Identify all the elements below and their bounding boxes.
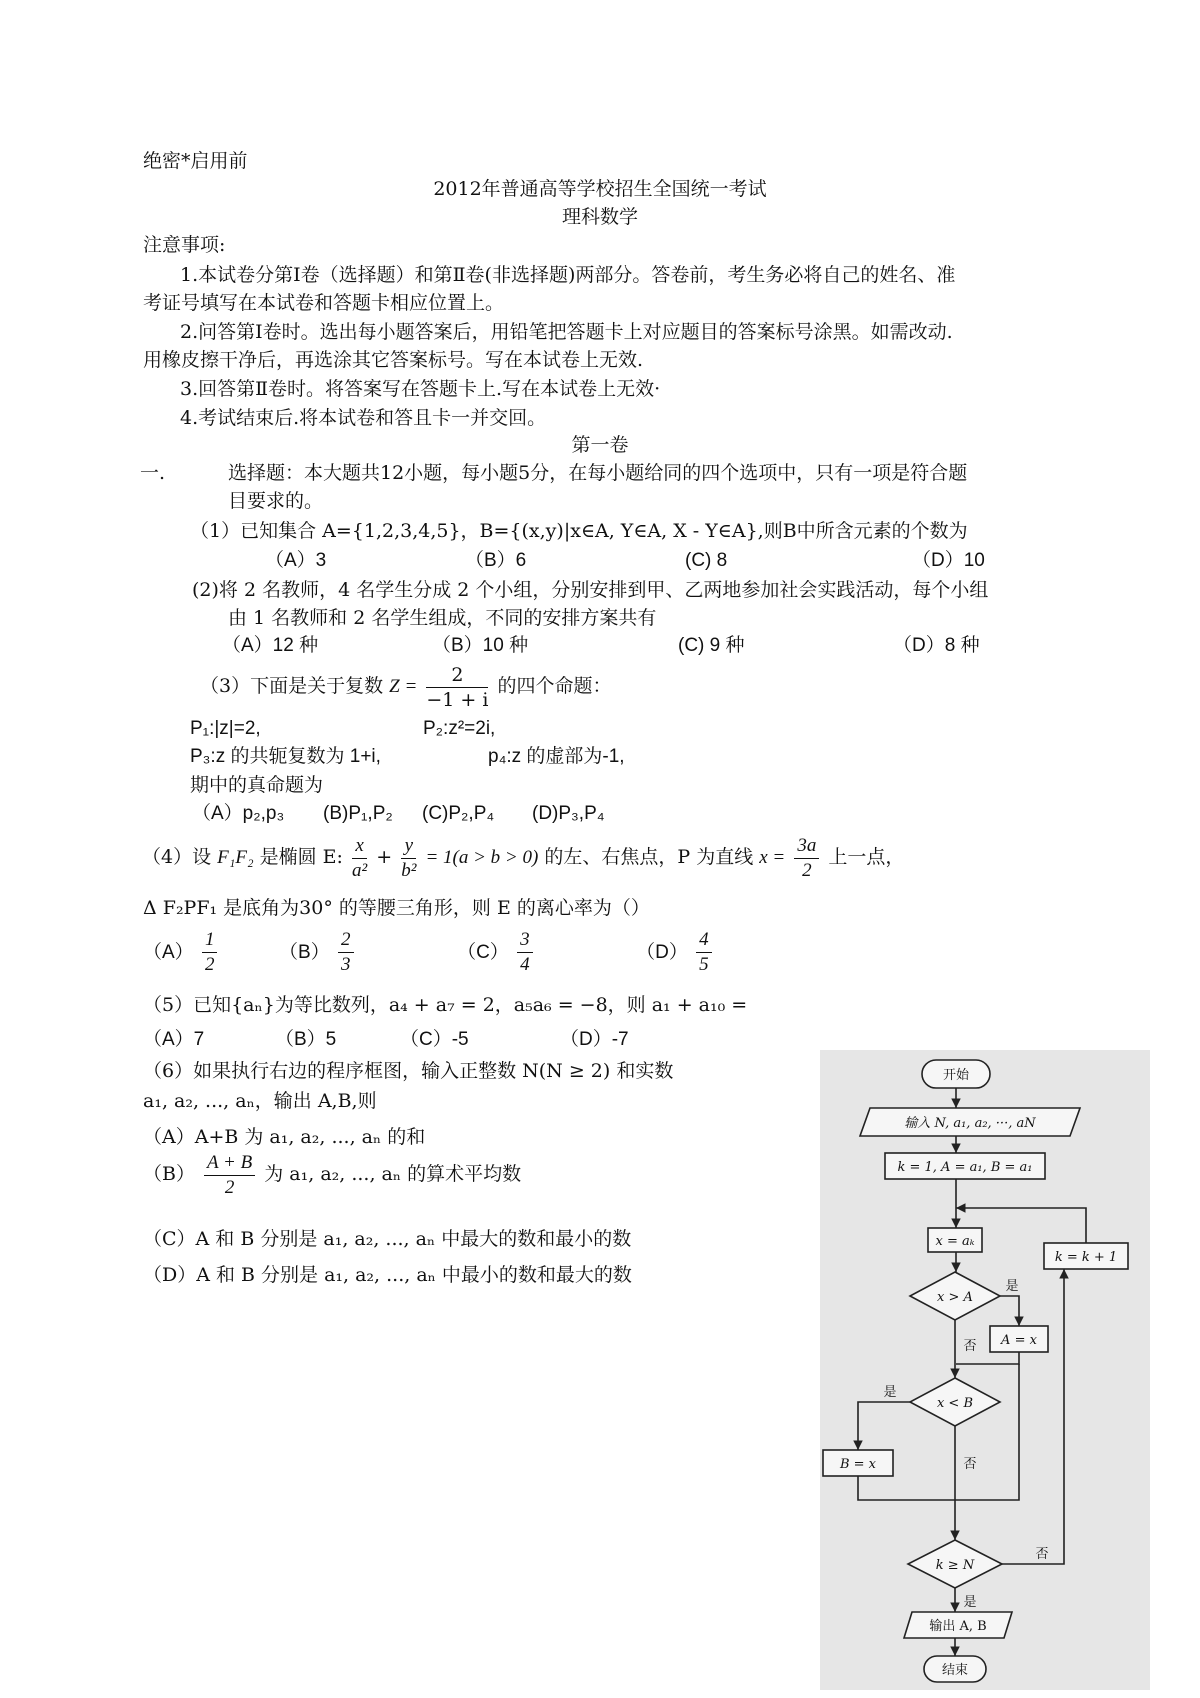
- flow-init: k = 1, A = a₁, B = a₁: [897, 1160, 1033, 1175]
- q4-mid2: 的左、右焦点，P 为直线: [544, 846, 754, 868]
- flow-setB: B = x: [839, 1457, 877, 1472]
- q4-options: [143, 928, 715, 978]
- q4-stem: [142, 832, 904, 883]
- q5-option-b: （B）5: [275, 1029, 337, 1050]
- q3-pre: （3）下面是关于复数: [200, 675, 384, 697]
- flow-output: 输出 A, B: [929, 1619, 987, 1634]
- q2-stem-2: 由 1 名教师和 2 名学生组成，不同的安排方案共有: [228, 607, 657, 629]
- q1-option-a: （A）3: [265, 550, 327, 571]
- q1-stem: （1）已知集合 A={1,2,3,4,5}，B={(x,y)|x∈A, Y∈A, X - Y∈A},则B中所含元素的个数为: [190, 520, 968, 542]
- q4-a-den: 2: [204, 954, 215, 976]
- note-2b: 用橡皮擦干净后，再选涂其它答案标号。写在本试卷上无效.: [143, 349, 644, 371]
- q4-option-d: （D）: [636, 942, 688, 963]
- flowchart: [820, 1050, 1150, 1690]
- q3-denominator: −1 + i: [426, 688, 489, 711]
- q6-b-frac: [204, 1151, 255, 1200]
- q3-p2: P₂:z²=2i,: [423, 718, 496, 739]
- q4-option-c-frac: [517, 928, 533, 977]
- flow-no1: 否: [963, 1339, 977, 1354]
- notes-heading: 注意事项:: [143, 234, 226, 256]
- q6-stem-2: a₁, a₂, ..., aₙ，输出 A,B,则: [143, 1090, 377, 1112]
- q4-frac-r-den: 2: [802, 859, 812, 881]
- note-1a: 1.本试卷分第Ⅰ卷（选择题）和第Ⅱ卷(非选择题)两部分。答卷前，考生务必将自己的姓名、准: [180, 264, 956, 286]
- exam-title: 2012年普通高等学校招生全国统一考试: [433, 178, 767, 200]
- q3-post: 的四个命题：: [497, 675, 612, 697]
- q6-option-a: （A）A+B 为 a₁, a₂, ..., aₙ 的和: [143, 1126, 426, 1148]
- flow-yes2: 是: [883, 1385, 897, 1400]
- q4-frac-r-num: 3a: [794, 834, 819, 859]
- note-4: 4.考试结束后.将本试卷和答且卡一并交回。: [180, 407, 547, 429]
- q5-option-a: （A）7: [143, 1029, 205, 1050]
- q4-option-d-frac: [696, 928, 712, 977]
- q3-option-c: (C)P₂,P₄: [422, 803, 495, 824]
- flow-no2: 否: [963, 1457, 977, 1472]
- q4-d-den: 5: [699, 954, 709, 976]
- section-number: 一.: [140, 462, 166, 484]
- q6-option-d: （D）A 和 B 分别是 a₁, a₂, ..., aₙ 中最小的数和最大的数: [143, 1264, 632, 1286]
- q2-stem-1: (2)将 2 名教师，4 名学生分成 2 个小组，分别安排到甲、乙两地参加社会实践活动，每个小组: [192, 579, 989, 601]
- q4-xe: x =: [759, 847, 786, 868]
- q4-pre: （4）设: [142, 846, 212, 868]
- section-desc-2: 目要求的。: [228, 490, 324, 512]
- flow-yes1: 是: [1005, 1279, 1019, 1294]
- q3-p4: p₄:z 的虚部为-1,: [488, 746, 625, 767]
- secret-label: 绝密*启用前: [143, 150, 248, 172]
- q4-foci: F₁F₂: [217, 847, 254, 868]
- flow-inc: k = k + 1: [1054, 1250, 1118, 1265]
- flow-no3: 否: [1035, 1547, 1049, 1562]
- q4-b-den: 3: [341, 954, 351, 976]
- q4-d-num: 4: [696, 928, 712, 953]
- q4-option-b: （B）: [279, 942, 330, 963]
- part-title: 第一卷: [571, 434, 629, 456]
- q4-line2: Δ F₂PF₁ 是底角为30° 的等腰三角形，则 E 的离心率为（）: [143, 897, 650, 919]
- flow-setA: A = x: [1001, 1333, 1037, 1348]
- q4-plus: +: [376, 846, 393, 868]
- q4-c-num: 3: [517, 928, 533, 953]
- q4-frac-r: [794, 834, 819, 883]
- flow-start: 开始: [942, 1068, 970, 1083]
- q4-b-num: 2: [338, 928, 354, 953]
- q6-option-b: [143, 1150, 521, 1200]
- q6-option-c: （C）A 和 B 分别是 a₁, a₂, ..., aₙ 中最大的数和最小的数: [143, 1228, 632, 1250]
- q1-option-c: (C) 8: [685, 550, 728, 571]
- q3-stem: [200, 662, 611, 712]
- q3-ask: 期中的真命题为: [190, 774, 324, 796]
- section-desc-1: 选择题：本大题共12小题，每小题5分，在每小题给同的四个选项中，只有一项是符合题: [228, 462, 968, 484]
- q4-frac-x: [352, 834, 367, 883]
- q1-option-b: （B）6: [465, 550, 527, 571]
- note-1b: 考证号填写在本试卷和答题卡相应位置上。: [143, 292, 505, 314]
- q3-z: Z =: [389, 676, 418, 697]
- q2-option-c: (C) 9 种: [678, 635, 745, 656]
- q4-frac-y: [401, 834, 416, 883]
- flow-input: 输入 N, a₁, a₂, ···, aN: [904, 1116, 1036, 1131]
- q3-option-d: (D)P₃,P₄: [532, 803, 605, 824]
- q6-b-den: 2: [224, 1176, 235, 1198]
- flowchart-background: [820, 1050, 1150, 1690]
- note-3: 3.回答第Ⅱ卷时。将答案写在答题卡上.写在本试卷上无效·: [180, 378, 661, 400]
- q3-p3: P₃:z 的共轭复数为 1+i,: [190, 746, 381, 767]
- flow-cond2: x < B: [936, 1396, 974, 1411]
- q4-post: 上一点，: [828, 846, 905, 868]
- flow-cond3: k ≥ N: [935, 1558, 975, 1573]
- q4-c-den: 4: [520, 954, 530, 976]
- q4-option-b-frac: [338, 928, 354, 977]
- q3-option-a: （A）p₂,p₃: [192, 803, 285, 824]
- flow-cond1: x > A: [937, 1290, 973, 1305]
- flow-assign: x = aₖ: [935, 1234, 975, 1249]
- q4-option-a: （A）: [143, 942, 194, 963]
- q6-b-num: A + B: [204, 1151, 255, 1176]
- q3-numerator: 2: [426, 663, 488, 688]
- exam-subject: 理科数学: [561, 206, 638, 228]
- q1-option-d: （D）10: [912, 550, 985, 571]
- q2-option-b: （B）10 种: [432, 635, 529, 656]
- q5-stem: （5）已知{aₙ}为等比数列，a₄ + a₇ = 2，a₅a₆ = −8，则 a₁ + a₁₀ =: [143, 994, 748, 1016]
- note-2a: 2.问答第Ⅰ卷时。选出每小题答案后，用铅笔把答题卡上对应题目的答案标号涂黑。如需改动.: [180, 321, 953, 343]
- q3-p1: P₁:|z|=2,: [190, 718, 261, 739]
- q6-b-post: 为 a₁, a₂, ..., aₙ 的算术平均数: [264, 1163, 522, 1185]
- q3-fraction: [426, 663, 488, 712]
- q4-mid1: 是椭圆 E:: [259, 846, 343, 868]
- q2-option-d: （D）8 种: [893, 635, 980, 656]
- q4-option-a-frac: [202, 928, 218, 977]
- q4-eq: = 1(a > b > 0): [425, 847, 539, 868]
- q4-option-c: （C）: [457, 942, 509, 963]
- q4-frac-y-num: y: [401, 834, 416, 859]
- q4-frac-x-num: x: [352, 834, 367, 859]
- q6-stem-1: （6）如果执行右边的程序框图，输入正整数 N(N ≥ 2) 和实数: [143, 1060, 674, 1082]
- flow-end: 结束: [941, 1663, 969, 1678]
- flow-yes3: 是: [963, 1595, 977, 1610]
- q4-a-num: 1: [202, 928, 218, 953]
- q4-frac-x-den: a²: [351, 859, 368, 881]
- q3-option-b: (B)P₁,P₂: [323, 803, 393, 824]
- q2-option-a: （A）12 种: [222, 635, 319, 656]
- q5-option-c: （C）-5: [400, 1029, 469, 1050]
- q4-frac-y-den: b²: [401, 859, 417, 881]
- q5-option-d: （D）-7: [560, 1029, 629, 1050]
- q6-b-pre: （B）: [143, 1163, 195, 1185]
